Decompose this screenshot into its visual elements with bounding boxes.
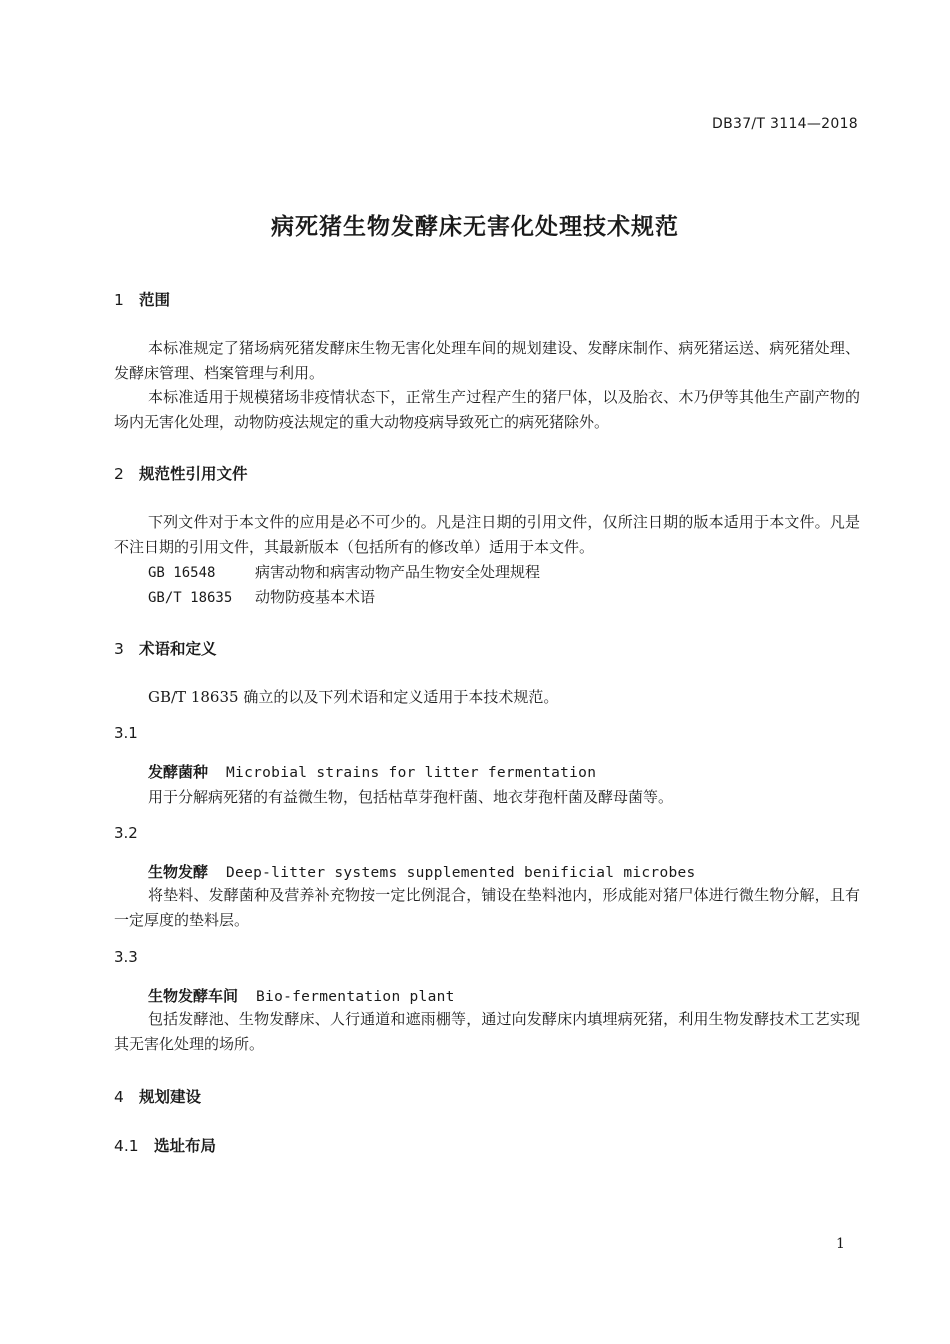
subsection-number: 4.1 <box>114 1137 139 1155</box>
section-1-paragraph-1: 本标准规定了猪场病死猪发酵床生物无害化处理车间的规划建设、发酵床制作、病死猪运送、病死猪处理、发酵床管理、档案管理与利用。 <box>114 339 860 382</box>
section-number: 3 <box>114 640 124 658</box>
term-chinese: 生物发酵车间 <box>148 987 239 1005</box>
section-3-heading <box>114 637 217 659</box>
term-heading <box>148 761 596 782</box>
section-2-paragraph: 下列文件对于本文件的应用是必不可少的。凡是注日期的引用文件，仅所注日期的版本适用于本文件。凡是不注日期的引用文件，其最新版本（包括所有的修改单）适用于本文件。 <box>114 513 860 556</box>
subsection-4-1-heading <box>114 1134 216 1156</box>
standard-number: DB37/T 3114—2018 <box>712 116 858 132</box>
term-number: 3.1 <box>114 724 138 742</box>
section-title: 规划建设 <box>139 1088 202 1106</box>
section-3-intro: GB/T 18635 确立的以及下列术语和定义适用于本技术规范。 <box>148 688 559 706</box>
reference-code: GB/T 18635 <box>148 590 233 606</box>
reference-code: GB 16548 <box>148 565 216 581</box>
section-number: 4 <box>114 1088 124 1106</box>
subsection-title: 选址布局 <box>154 1137 217 1155</box>
term-english: Bio-fermentation plant <box>256 989 455 1005</box>
term-number: 3.2 <box>114 824 138 842</box>
term-definition: 用于分解病死猪的有益微生物，包括枯草芽孢杆菌、地衣芽孢杆菌及酵母菌等。 <box>148 788 674 806</box>
section-title: 术语和定义 <box>139 640 217 658</box>
term-number: 3.3 <box>114 948 138 966</box>
reference-item <box>148 586 375 607</box>
section-title: 规范性引用文件 <box>139 465 248 483</box>
document-title: 病死猪生物发酵床无害化处理技术规范 <box>271 214 679 240</box>
section-1-paragraph-2: 本标准适用于规模猪场非疫情状态下，正常生产过程产生的猪尸体，以及胎衣、木乃伊等其他生产副产物的场内无害化处理，动物防疫法规定的重大动物疫病导致死亡的病死猪除外。 <box>114 388 860 431</box>
term-chinese: 生物发酵 <box>148 863 209 881</box>
term-definition: 包括发酵池、生物发酵床、人行通道和遮雨棚等，通过向发酵床内填埋病死猪，利用生物发酵技术工艺实现其无害化处理的场所。 <box>114 1010 860 1053</box>
section-number: 2 <box>114 465 124 483</box>
section-2-heading <box>114 462 248 484</box>
term-chinese: 发酵菌种 <box>148 763 209 781</box>
term-definition: 将垫料、发酵菌种及营养补充物按一定比例混合，铺设在垫料池内，形成能对猪尸体进行微生物分解，且有一定厚度的垫料层。 <box>114 886 860 929</box>
section-number: 1 <box>114 291 124 309</box>
reference-item <box>148 561 540 582</box>
reference-title: 动物防疫基本术语 <box>255 588 376 606</box>
term-english: Microbial strains for litter fermentation <box>226 765 597 781</box>
term-heading <box>148 861 696 882</box>
page-number: 1 <box>836 1236 845 1252</box>
section-1-heading <box>114 288 170 310</box>
section-4-heading <box>114 1085 201 1107</box>
reference-title: 病害动物和病害动物产品生物安全处理规程 <box>255 563 541 581</box>
section-title: 范围 <box>139 291 171 309</box>
term-english: Deep-litter systems supplemented benificial microbes <box>226 865 696 881</box>
term-heading <box>148 985 455 1006</box>
